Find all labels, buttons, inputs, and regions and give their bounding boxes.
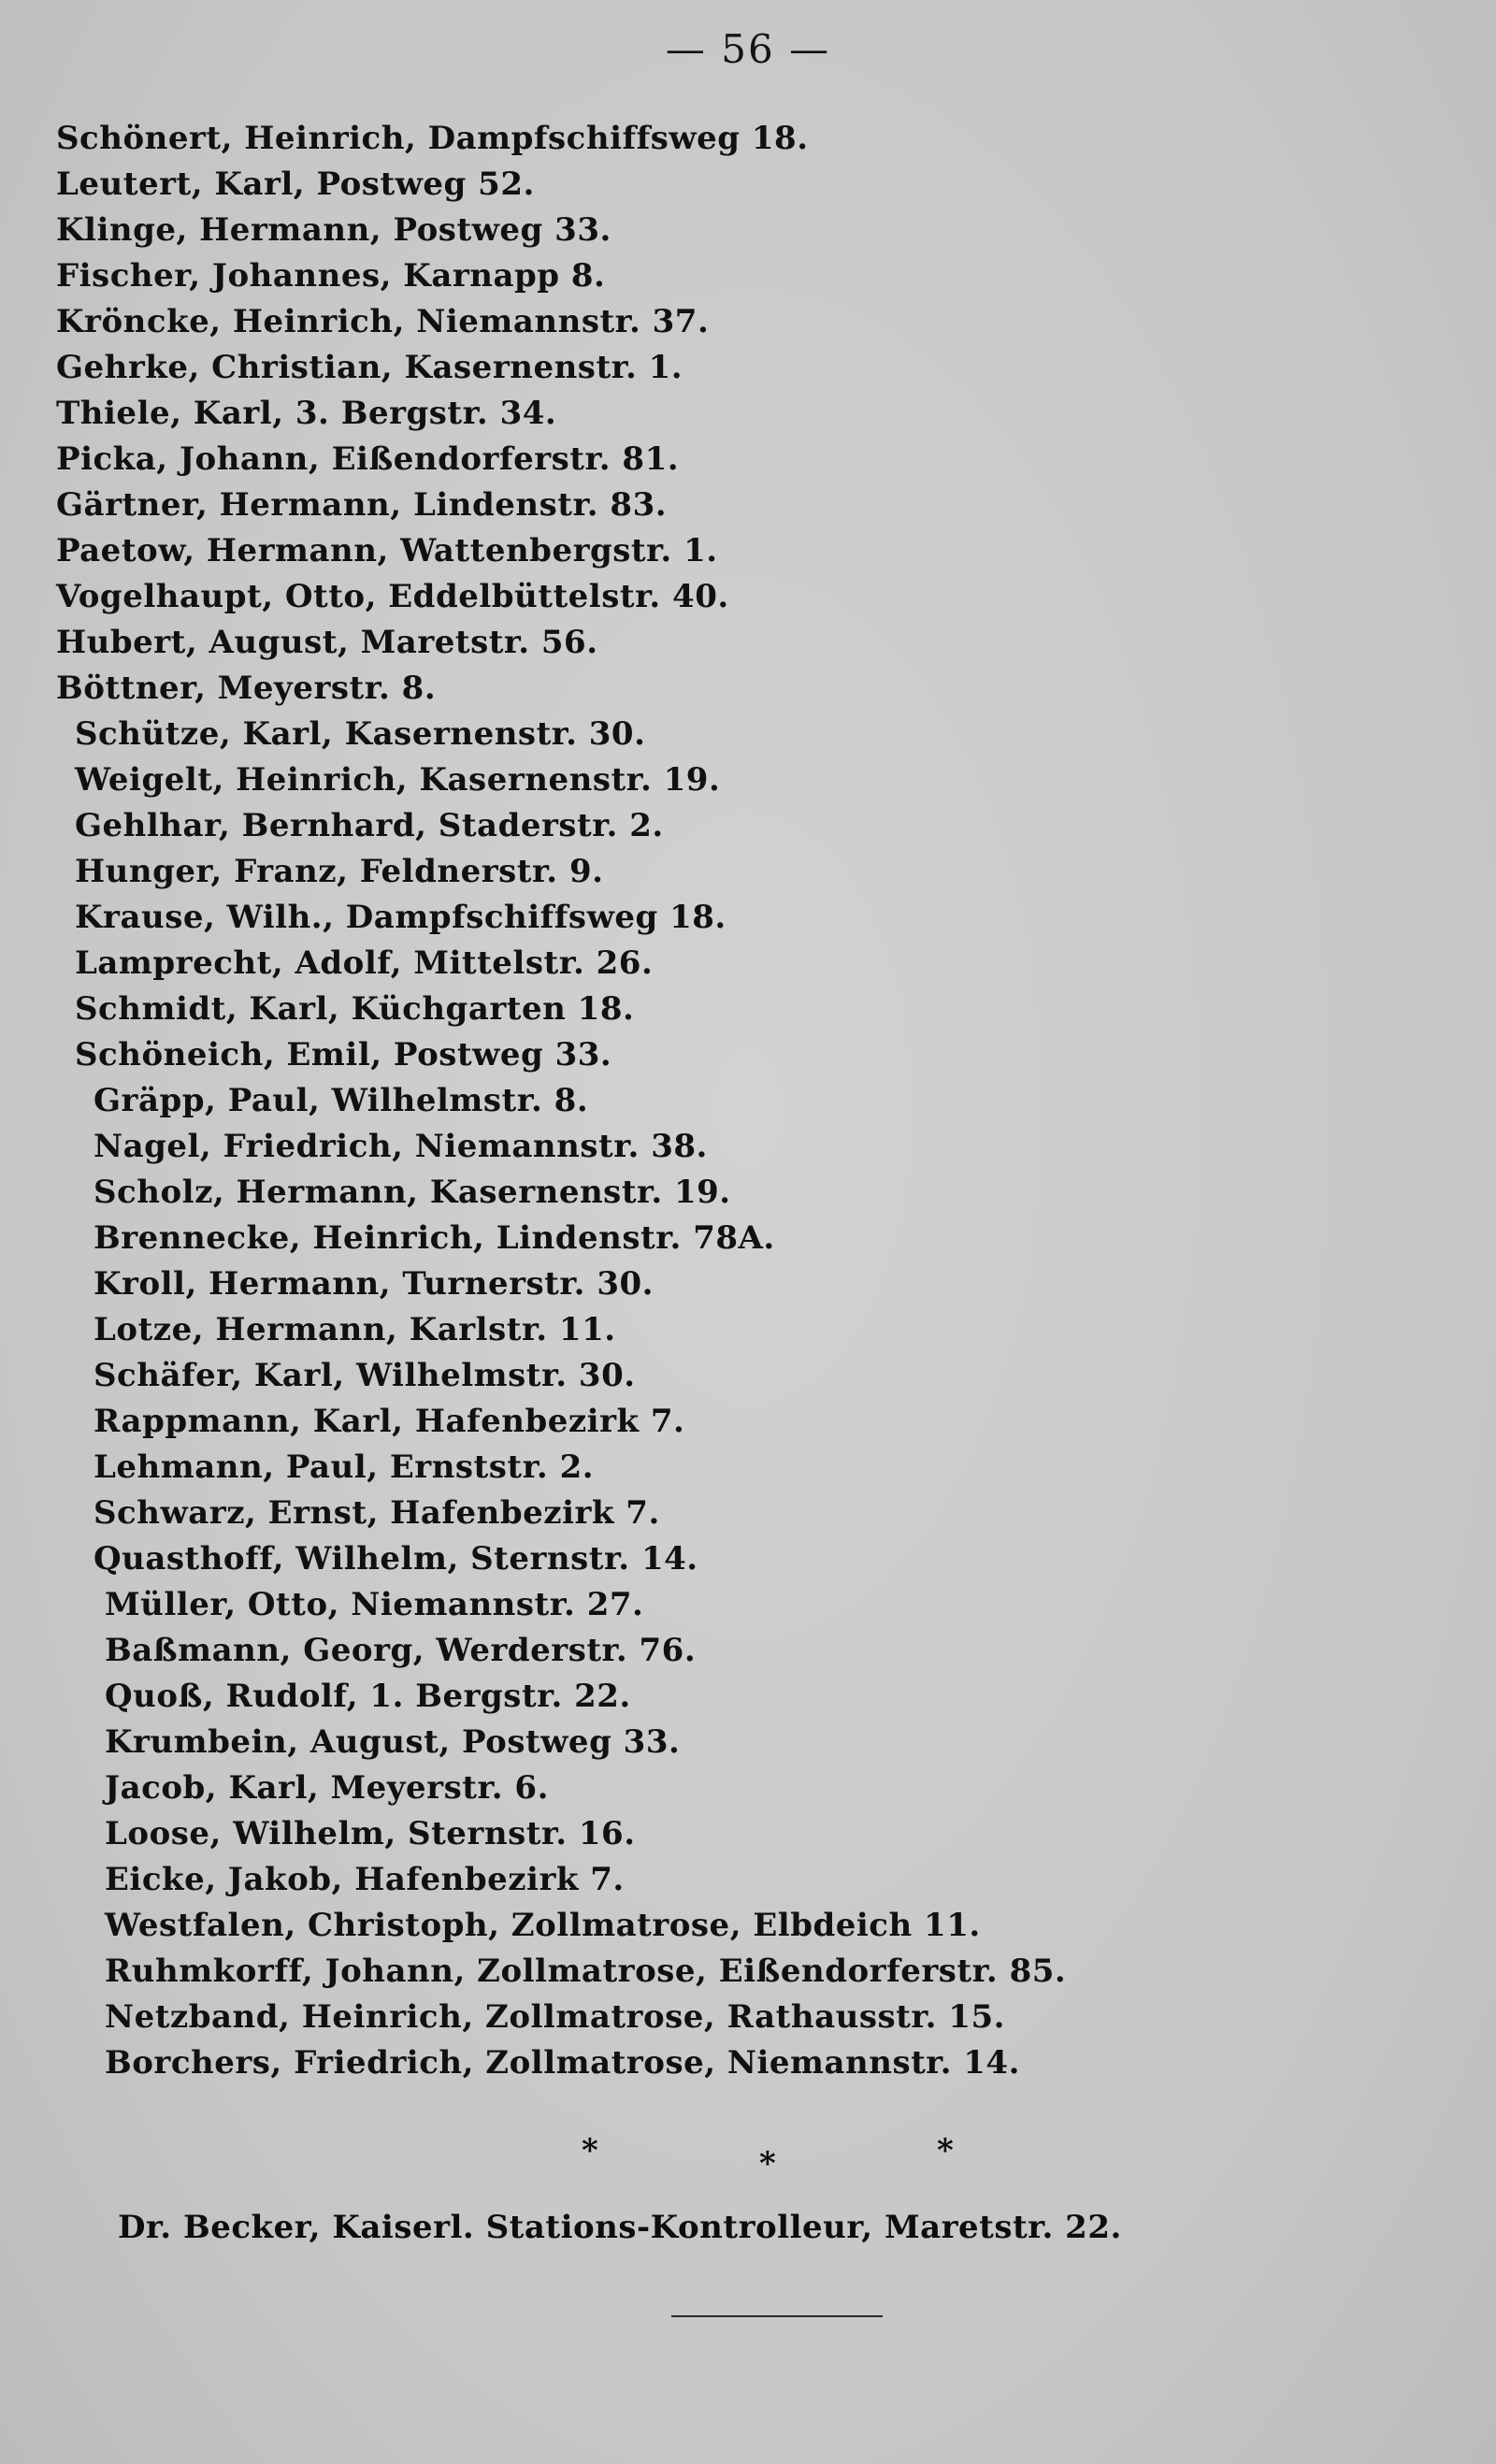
list-item: Quasthoff, Wilhelm, Sternstr. 14. (94, 1540, 698, 1578)
section-separator (561, 2132, 1028, 2183)
list-item: Leutert, Karl, Postweg 52. (56, 166, 535, 203)
list-item: Krause, Wilh., Dampfschiffsweg 18. (75, 899, 726, 936)
list-item: Lehmann, Paul, Ernststr. 2. (94, 1448, 595, 1486)
asterisk: * (759, 2145, 776, 2183)
list-item: Nagel, Friedrich, Niemannstr. 38. (94, 1128, 708, 1165)
list-item: Loose, Wilhelm, Sternstr. 16. (105, 1815, 636, 1852)
divider-rule (671, 2315, 883, 2317)
list-item: Borchers, Friedrich, Zollmatrose, Niemannstr. 14. (105, 2044, 1020, 2082)
entry-list (56, 116, 1459, 2086)
list-item: Ruhmkorff, Johann, Zollmatrose, Eißendorferstr. 85. (105, 1952, 1067, 1990)
list-item: Schöneich, Emil, Postweg 33. (75, 1036, 612, 1073)
list-item: Schönert, Heinrich, Dampfschiffsweg 18. (56, 120, 809, 157)
list-item: Kroll, Hermann, Turnerstr. 30. (94, 1265, 654, 1303)
list-item: Gärtner, Hermann, Lindenstr. 83. (56, 486, 668, 524)
footer-entry: Dr. Becker, Kaiserl. Stations-Kontrolleur, Maretstr. 22. (118, 2209, 1122, 2246)
list-item: Schäfer, Karl, Wilhelmstr. 30. (94, 1357, 636, 1394)
asterisk: * (937, 2132, 954, 2169)
list-item: Brennecke, Heinrich, Lindenstr. 78A. (94, 1219, 775, 1257)
list-item: Fischer, Johannes, Karnapp 8. (56, 257, 606, 295)
list-item: Schütze, Karl, Kasernenstr. 30. (75, 715, 646, 753)
list-item: Weigelt, Heinrich, Kasernenstr. 19. (75, 761, 721, 799)
list-item: Krumbein, August, Postweg 33. (105, 1723, 681, 1761)
list-item: Klinge, Hermann, Postweg 33. (56, 211, 611, 249)
list-item: Gehlhar, Bernhard, Staderstr. 2. (75, 807, 664, 844)
list-item: Westfalen, Christoph, Zollmatrose, Elbdeich 11. (105, 1907, 981, 1944)
list-item: Gräpp, Paul, Wilhelmstr. 8. (94, 1082, 589, 1119)
list-item: Müller, Otto, Niemannstr. 27. (105, 1586, 644, 1623)
list-item: Hunger, Franz, Feldnerstr. 9. (75, 853, 604, 890)
list-item: Picka, Johann, Eißendorferstr. 81. (56, 440, 680, 478)
page-number: — 56 — (665, 26, 831, 72)
list-item: Böttner, Meyerstr. 8. (56, 670, 437, 707)
list-item: Schmidt, Karl, Küchgarten 18. (75, 990, 635, 1028)
list-item: Jacob, Karl, Meyerstr. 6. (105, 1769, 549, 1807)
list-item: Netzband, Heinrich, Zollmatrose, Rathausstr. 15. (105, 1998, 1005, 2036)
list-item: Quoß, Rudolf, 1. Bergstr. 22. (105, 1678, 631, 1715)
list-item: Thiele, Karl, 3. Bergstr. 34. (56, 395, 557, 432)
list-item: Kröncke, Heinrich, Niemannstr. 37. (56, 303, 710, 340)
list-item: Vogelhaupt, Otto, Eddelbüttelstr. 40. (56, 578, 729, 615)
list-item: Scholz, Hermann, Kasernenstr. 19. (94, 1174, 731, 1211)
list-item: Paetow, Hermann, Wattenbergstr. 1. (56, 532, 718, 569)
list-item: Lamprecht, Adolf, Mittelstr. 26. (75, 944, 654, 982)
list-item: Schwarz, Ernst, Hafenbezirk 7. (94, 1494, 660, 1532)
list-item: Lotze, Hermann, Karlstr. 11. (94, 1311, 616, 1348)
list-item: Eicke, Jakob, Hafenbezirk 7. (105, 1861, 625, 1898)
asterisk: * (582, 2132, 598, 2169)
list-item: Baßmann, Georg, Werderstr. 76. (105, 1632, 697, 1669)
list-item: Rappmann, Karl, Hafenbezirk 7. (94, 1403, 685, 1440)
list-item: Gehrke, Christian, Kasernenstr. 1. (56, 349, 683, 386)
list-item: Hubert, August, Maretstr. 56. (56, 624, 598, 661)
